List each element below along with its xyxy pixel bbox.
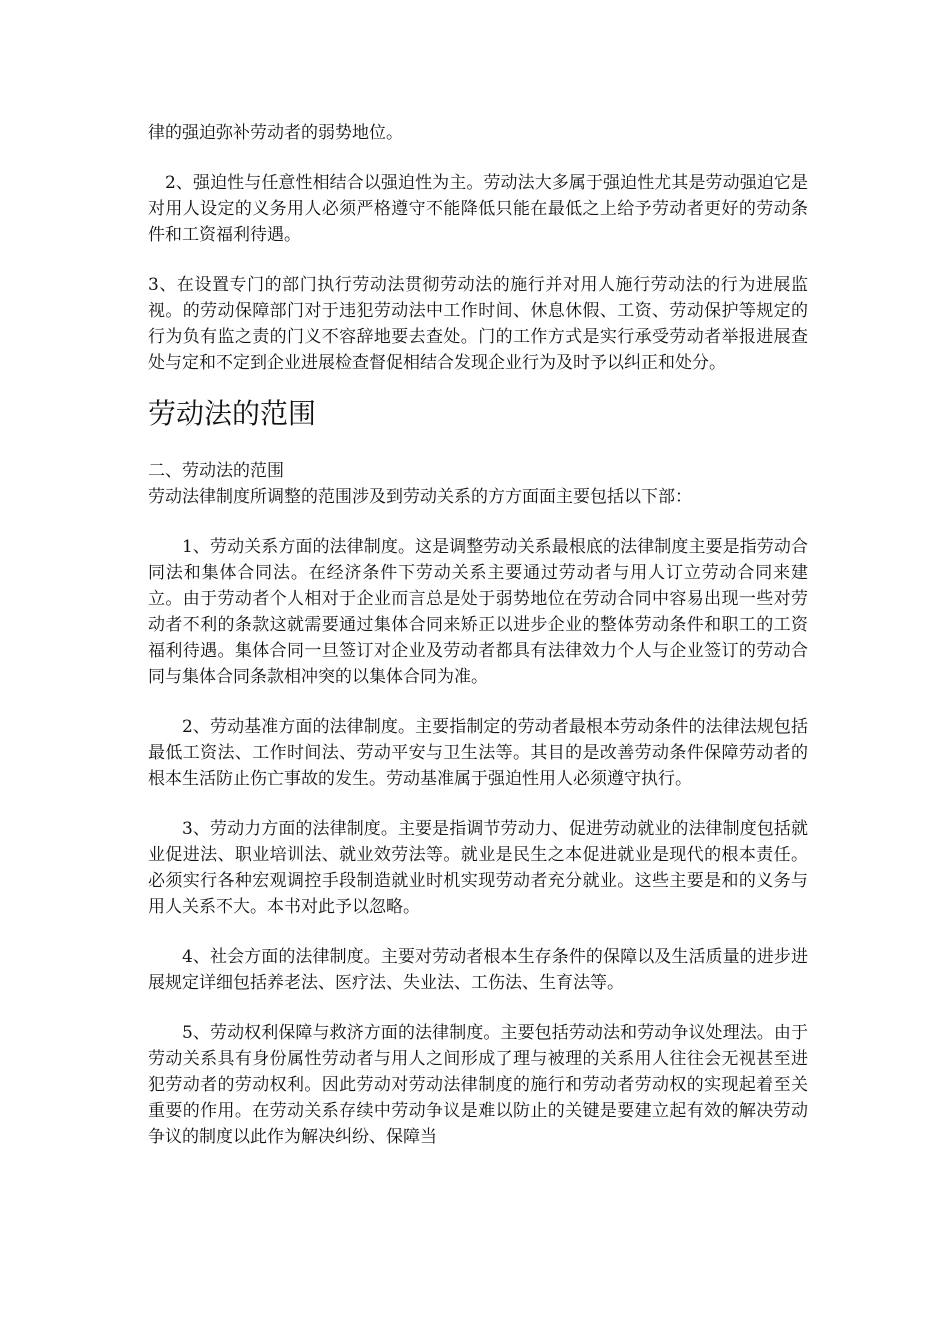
list-item-4: 4、社会方面的法律制度。主要对劳动者根本生存条件的保障以及生活质量的进步进展规定详细包括养老法、医疗法、失业法、工伤法、生育法等。 <box>148 947 808 993</box>
spacer <box>148 920 808 944</box>
spacer <box>148 690 808 714</box>
list-item-2: 2、劳动基准方面的法律制度。主要指制定的劳动者最根本劳动条件的法律法规包括最低工资法、工作时间法、劳动平安与卫生法等。其目的是改善劳动条件保障劳动者的根本生活防止伤亡事故的发生。劳动基准属于强迫性用人必须遵守执行。 <box>148 717 808 789</box>
subsection-title: 二、劳动法的范围 <box>148 461 284 481</box>
document-page <box>148 120 808 1150</box>
spacer <box>148 434 808 458</box>
paragraph-continuation: 律的强迫弥补劳动者的弱势地位。 <box>148 123 403 143</box>
list-item-5: 5、劳动权利保障与救济方面的法律制度。主要包括劳动法和劳动争议处理法。由于劳动关系具有身份属性劳动者与用人之间形成了理与被理的关系用人往往会无视甚至进犯劳动者的劳动权利。因此劳动对劳动法律制度的施行和劳动者劳动权的实现起着至关重要的作用。在劳动关系存续中劳动争议是难以防止的关键是要建立起有效的解决劳动争议的制度以此作为解决纠纷、保障当 <box>148 1023 808 1147</box>
spacer <box>148 996 808 1020</box>
spacer <box>148 510 808 534</box>
paragraph-point-2: 2、强迫性与任意性相结合以强迫性为主。劳动法大多属于强迫性尤其是劳动强迫它是对用人设定的义务用人必须严格遵守不能降低只能在最低之上给予劳动者更好的劳动条件和工资福利待遇。 <box>148 173 808 245</box>
section-title: 劳动法的范围 <box>148 397 317 430</box>
subsection-intro: 劳动法律制度所调整的范围涉及到劳动关系的方方面面主要包括以下部： <box>148 487 692 507</box>
spacer <box>148 792 808 816</box>
spacer <box>148 146 808 170</box>
list-item-3: 3、劳动力方面的法律制度。主要是指调节劳动力、促进劳动就业的法律制度包括就业促进法、职业培训法、就业效劳法等。就业是民生之本促进就业是现代的根本责任。必须实行各种宏观调控手段制造就业时机实现劳动者充分就业。这些主要是和的义务与用人关系不大。本书对此予以忽略。 <box>148 819 808 917</box>
list-item-1: 1、劳动关系方面的法律制度。这是调整劳动关系最根底的法律制度主要是指劳动合同法和集体合同法。在经济条件下劳动关系主要通过劳动者与用人订立劳动合同来建立。由于劳动者个人相对于企业而言总是处于弱势地位在劳动合同中容易出现一些对劳动者不利的条款这就需要通过集体合同来矫正以进步企业的整体劳动条件和职工的工资福利待遇。集体合同一旦签订对企业及劳动者都具有法律效力个人与企业签订的劳动合同与集体合同条款相冲突的以集体合同为准。 <box>148 537 808 687</box>
spacer <box>148 248 808 272</box>
paragraph-point-3: 3、在设置专门的部门执行劳动法贯彻劳动法的施行并对用人施行劳动法的行为进展监视。的劳动保障部门对于违犯劳动法中工作时间、休息休假、工资、劳动保护等规定的行为负有监之责的门义不容辞地要去查处。门的工作方式是实行承受劳动者举报进展查处与定和不定到企业进展检查督促相结合发现企业行为及时予以纠正和处分。 <box>148 275 808 373</box>
spacer <box>148 376 808 394</box>
